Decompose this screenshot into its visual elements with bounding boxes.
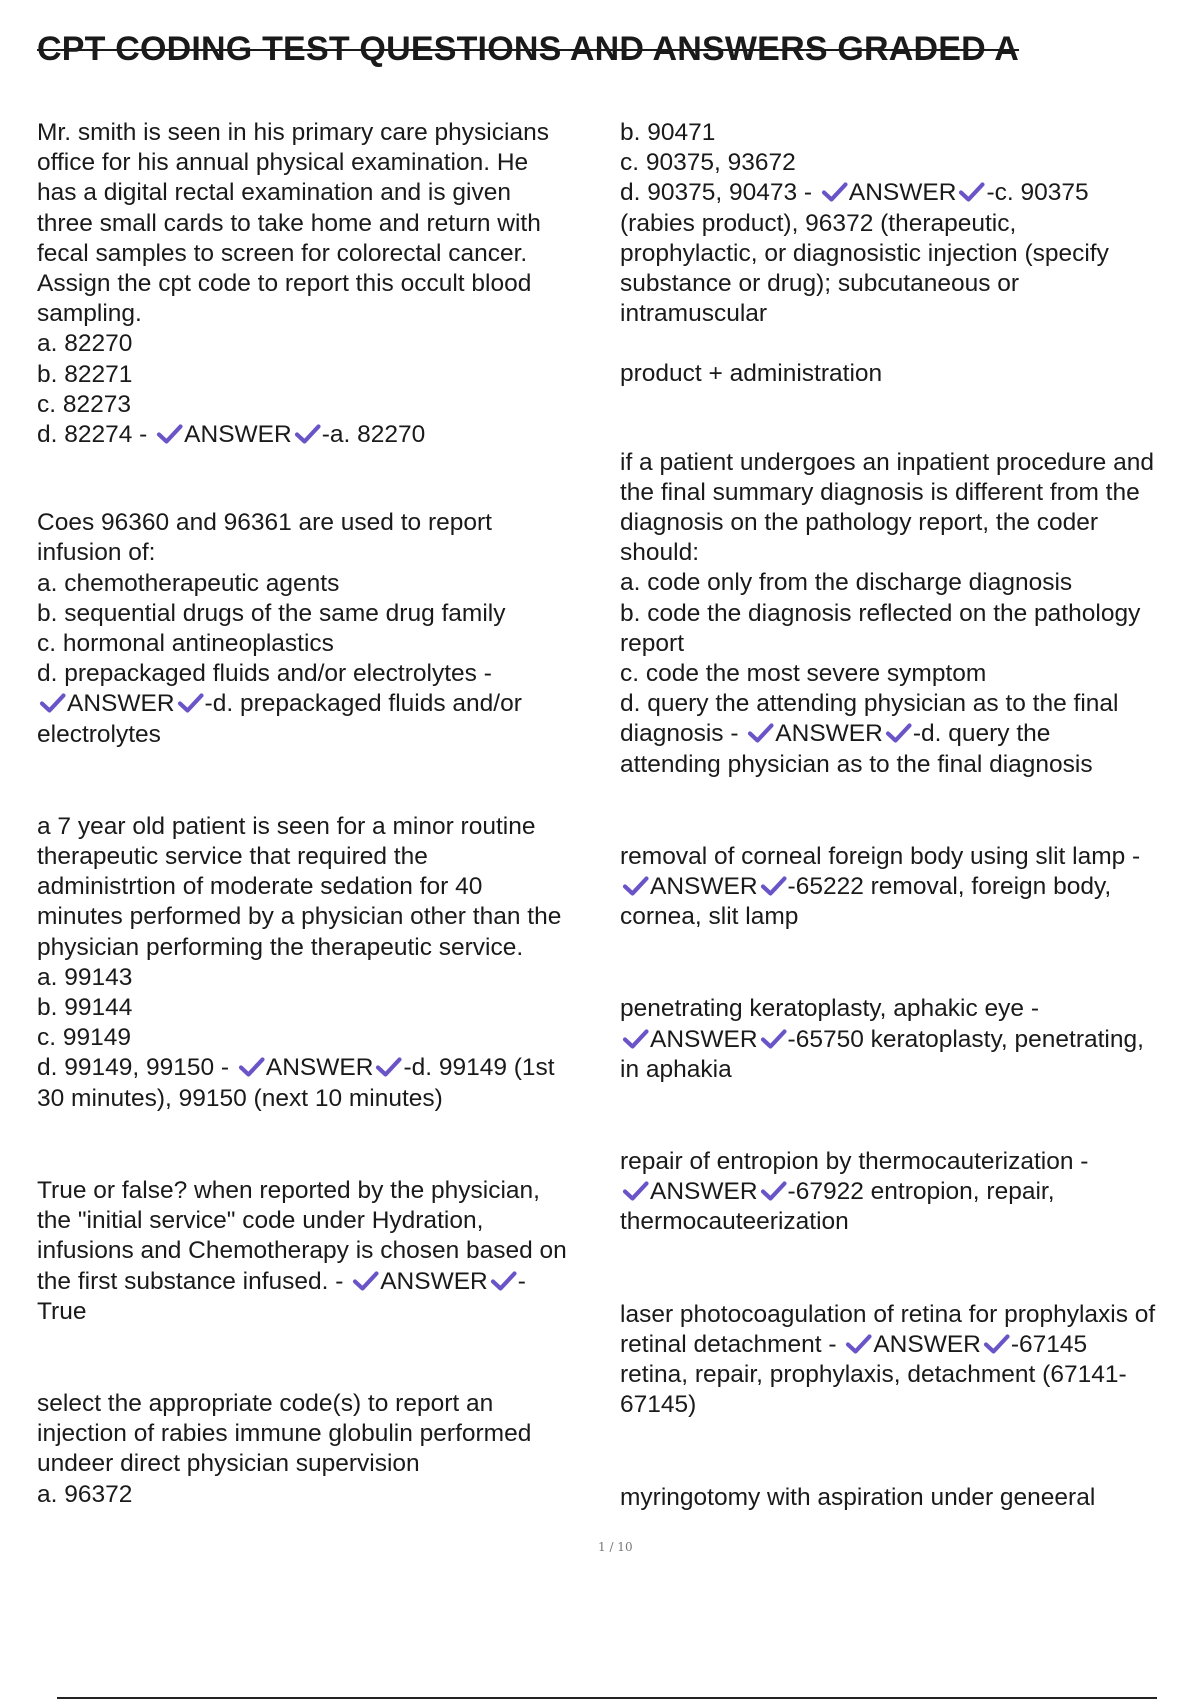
question-block xyxy=(37,118,607,450)
answer-label: ANSWER xyxy=(67,690,175,718)
option-text: d. 90375, 90473 - xyxy=(620,179,813,207)
answer-text: -65222 removal, foreign body, xyxy=(787,873,1112,901)
answer-text: -c. 90375 xyxy=(986,179,1089,207)
option-text: d. prepackaged fluids and/or electrolytes - xyxy=(37,660,492,688)
question-text: has a digital rectal examination and is given xyxy=(37,179,511,207)
answer-text: 67145) xyxy=(620,1391,697,1419)
option-text: diagnosis - xyxy=(620,720,739,748)
question-text: diagnosis on the pathology report, the coder xyxy=(620,509,1099,537)
option-text: c. 99149 xyxy=(37,1024,131,1052)
option-text: b. 99144 xyxy=(37,994,133,1022)
checkmark-icon xyxy=(760,1028,787,1050)
question-text: select the appropriate code(s) to report an xyxy=(37,1389,494,1417)
answer-text: -d. prepackaged fluids and/or xyxy=(204,690,522,718)
checkmark-icon xyxy=(983,1333,1010,1355)
question-text: retinal detachment - xyxy=(620,1330,837,1358)
question-text: the "initial service" code under Hydration, xyxy=(37,1207,484,1235)
option-text: b. code the diagnosis reflected on the pathology xyxy=(620,599,1141,627)
option-text: a. code only from the discharge diagnosis xyxy=(620,569,1073,597)
question-text: if a patient undergoes an inpatient procedure and xyxy=(620,448,1154,476)
option-text: c. hormonal antineoplastics xyxy=(37,630,334,658)
right-column xyxy=(620,118,1190,1513)
question-text: True or false? when reported by the physician, xyxy=(37,1176,540,1204)
checkmark-icon xyxy=(39,692,66,714)
checkmark-icon xyxy=(821,181,848,203)
left-column xyxy=(37,118,607,1510)
question-block xyxy=(620,1147,1190,1238)
question-text: penetrating keratoplasty, aphakic eye - xyxy=(620,995,1040,1023)
checkmark-icon xyxy=(958,181,985,203)
answer-note: product + administration xyxy=(620,360,883,388)
checkmark-icon xyxy=(490,1270,517,1292)
answer-text: retina, repair, prophylaxis, detachment (67141- xyxy=(620,1361,1127,1389)
checkmark-icon xyxy=(238,1056,265,1078)
question-block xyxy=(620,118,1190,390)
checkmark-icon xyxy=(885,722,912,744)
checkmark-icon xyxy=(622,875,649,897)
question-text: the first substance infused. - xyxy=(37,1267,344,1295)
option-text: c. 82273 xyxy=(37,390,131,418)
question-text: sampling. xyxy=(37,300,142,328)
checkmark-icon xyxy=(845,1333,872,1355)
question-text: myringotomy with aspiration under geneeral xyxy=(620,1483,1096,1511)
option-text: c. code the most severe symptom xyxy=(620,660,987,688)
answer-text: -67145 xyxy=(1010,1330,1088,1358)
checkmark-icon xyxy=(760,1180,787,1202)
option-text: report xyxy=(620,629,685,657)
option-text: a. 82270 xyxy=(37,330,133,358)
question-text: undeer direct physician supervision xyxy=(37,1450,420,1478)
option-text: a. chemotherapeutic agents xyxy=(37,569,340,597)
question-block xyxy=(37,1389,607,1510)
checkmark-icon xyxy=(747,722,774,744)
answer-line xyxy=(37,420,607,450)
question-text: a 7 year old patient is seen for a minor routine xyxy=(37,812,536,840)
question-block xyxy=(620,448,1190,780)
answer-line xyxy=(620,178,1190,208)
answer-label: ANSWER xyxy=(873,1330,981,1358)
checkmark-icon xyxy=(760,875,787,897)
answer-label: ANSWER xyxy=(380,1267,488,1295)
question-text: repair of entropion by thermocauterization - xyxy=(620,1148,1089,1176)
checkmark-icon xyxy=(156,423,183,445)
answer-text: electrolytes xyxy=(37,720,161,748)
question-text: infusion of: xyxy=(37,539,156,567)
option-text: d. 99149, 99150 - xyxy=(37,1054,230,1082)
question-text: office for his annual physical examination. He xyxy=(37,149,529,177)
question-block xyxy=(620,1483,1190,1513)
question-text: administrtion of moderate sedation for 40 xyxy=(37,873,483,901)
question-text: Mr. smith is seen in his primary care physicians xyxy=(37,119,549,146)
checkmark-icon xyxy=(622,1180,649,1202)
question-block xyxy=(620,842,1190,933)
answer-text: -d. 99149 (1st xyxy=(403,1054,555,1082)
question-text: three small cards to take home and return with xyxy=(37,209,541,237)
answer-label: ANSWER xyxy=(184,421,292,449)
answer-text: in aphakia xyxy=(620,1055,732,1083)
answer-text: -d. query the xyxy=(912,720,1051,748)
question-block xyxy=(620,1300,1190,1421)
option-text: a. 96372 xyxy=(37,1480,133,1508)
answer-text: thermocauteerization xyxy=(620,1208,849,1236)
answer-text: intramuscular xyxy=(620,300,768,328)
answer-label: ANSWER xyxy=(848,179,957,207)
option-text: b. 82271 xyxy=(37,360,133,388)
document-title: CPT CODING TEST QUESTIONS AND ANSWERS GRADED A xyxy=(37,30,1020,68)
question-text: removal of corneal foreign body using slit lamp - xyxy=(620,842,1141,870)
option-text: a. 99143 xyxy=(37,963,133,991)
page-indicator: 1 / 10 xyxy=(598,1540,633,1554)
option-text: d. 82274 - xyxy=(37,421,148,449)
answer-line xyxy=(37,1053,607,1083)
checkmark-icon xyxy=(622,1028,649,1050)
question-text: infusions and Chemotherapy is chosen based on xyxy=(37,1237,567,1265)
answer-label: ANSWER xyxy=(650,1178,758,1206)
answer-text: prophylactic, or diagnosistic injection (specify xyxy=(620,239,1109,267)
option-text: c. 90375, 93672 xyxy=(620,149,796,177)
checkmark-icon xyxy=(352,1270,379,1292)
answer-text: cornea, slit lamp xyxy=(620,903,799,931)
answer-label: ANSWER xyxy=(775,720,883,748)
question-block xyxy=(37,1176,607,1327)
question-text: Assign the cpt code to report this occult blood xyxy=(37,270,532,298)
question-text: Coes 96360 and 96361 are used to report xyxy=(37,509,492,537)
option-text: b. 90471 xyxy=(620,119,716,146)
question-text: should: xyxy=(620,539,700,567)
option-text: b. sequential drugs of the same drug family xyxy=(37,599,506,627)
answer-text: 30 minutes), 99150 (next 10 minutes) xyxy=(37,1084,443,1112)
question-text: physician performing the therapeutic service. xyxy=(37,933,524,961)
answer-text: attending physician as to the final diagnosis xyxy=(620,750,1093,778)
answer-line xyxy=(620,719,1190,749)
option-text: d. query the attending physician as to the final xyxy=(620,690,1119,718)
checkmark-icon xyxy=(294,423,321,445)
answer-label: ANSWER xyxy=(650,873,758,901)
page-divider xyxy=(57,1697,1157,1699)
question-text: therapeutic service that required the xyxy=(37,843,428,871)
question-text: fecal samples to screen for colorectal cancer. xyxy=(37,239,528,267)
answer-label: ANSWER xyxy=(650,1025,758,1053)
checkmark-icon xyxy=(375,1056,402,1078)
question-block xyxy=(620,994,1190,1085)
answer-text: -65750 keratoplasty, penetrating, xyxy=(787,1025,1144,1053)
question-text: injection of rabies immune globulin performed xyxy=(37,1420,532,1448)
checkmark-icon xyxy=(177,692,204,714)
answer-line xyxy=(620,1177,1190,1207)
answer-line xyxy=(37,1267,607,1297)
answer-text: - xyxy=(517,1267,526,1295)
answer-text: -67922 entropion, repair, xyxy=(787,1178,1055,1206)
answer-line xyxy=(620,1025,1190,1055)
answer-line xyxy=(37,689,607,719)
answer-text: substance or drug); subcutaneous or xyxy=(620,270,1020,298)
answer-text: True xyxy=(37,1297,87,1325)
question-block xyxy=(37,812,607,1114)
question-text: minutes performed by a physician other than the xyxy=(37,903,562,931)
question-block xyxy=(37,508,607,750)
answer-line xyxy=(620,1330,1190,1360)
answer-line xyxy=(620,872,1190,902)
answer-text: -a. 82270 xyxy=(321,421,426,449)
answer-label: ANSWER xyxy=(265,1054,374,1082)
answer-text: (rabies product), 96372 (therapeutic, xyxy=(620,209,1017,237)
question-text: laser photocoagulation of retina for prophylaxis of xyxy=(620,1300,1156,1328)
question-text: the final summary diagnosis is different from the xyxy=(620,478,1140,506)
